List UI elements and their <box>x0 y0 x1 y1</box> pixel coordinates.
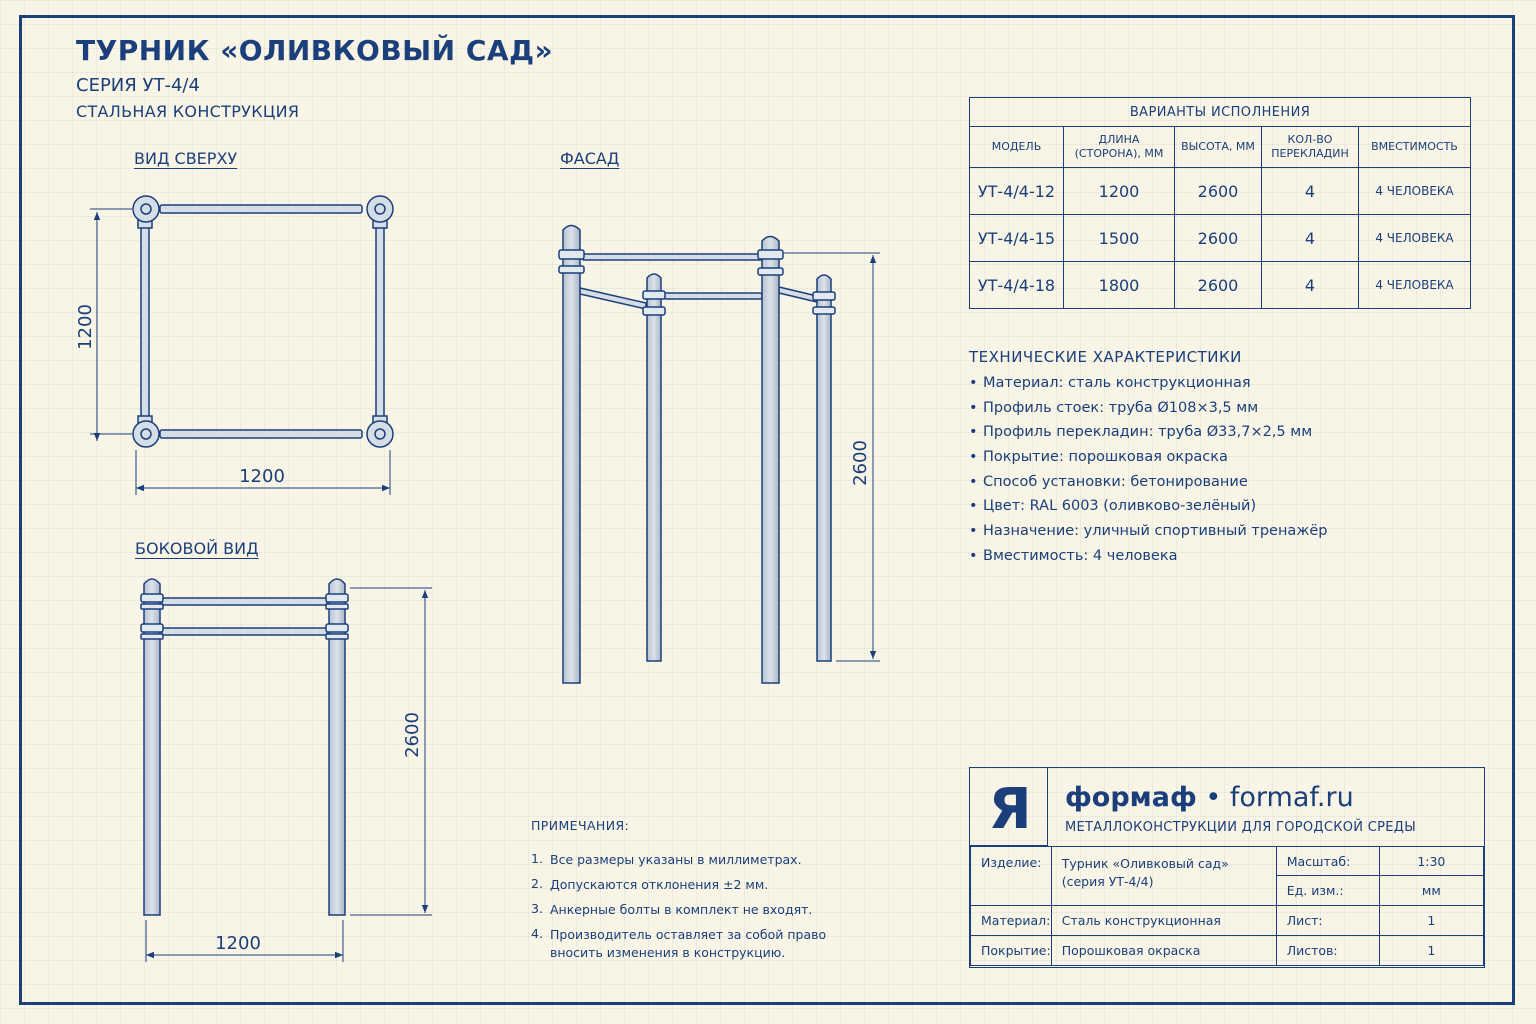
cell-capacity: 4 ЧЕЛОВЕКА <box>1359 215 1471 262</box>
note-item <box>531 876 850 894</box>
side-view-height-dim: 2600 <box>402 712 423 758</box>
facade-bars <box>580 254 817 309</box>
facade-view-label: ФАСАД <box>560 149 620 168</box>
top-view-width-dim: 1200 <box>239 466 285 487</box>
unit-value: мм <box>1379 876 1483 906</box>
col-header-length: ДЛИНА (СТОРОНА), ММ <box>1064 127 1175 168</box>
cell-model: УТ-4/4-18 <box>970 262 1064 309</box>
top-view-dimensions <box>90 209 390 495</box>
sheet-label: Лист: <box>1276 906 1379 936</box>
scale-label: Масштаб: <box>1276 847 1379 876</box>
brand-tagline: МЕТАЛЛОКОНСТРУКЦИИ ДЛЯ ГОРОДСКОЙ СРЕДЫ <box>1065 820 1417 835</box>
logo-letter: Я <box>988 777 1032 842</box>
drawing-title: ТУРНИК «ОЛИВКОВЫЙ САД» <box>76 34 554 67</box>
spec-item <box>969 548 1328 573</box>
side-view <box>141 579 432 962</box>
table-row <box>970 215 1471 262</box>
top-view-posts <box>133 196 393 447</box>
bullet-icon: • <box>969 449 978 466</box>
spec-text: Профиль перекладин: труба Ø33,7×2,5 мм <box>983 424 1313 441</box>
col-header-capacity: ВМЕСТИМОСТЬ <box>1359 127 1471 168</box>
top-view-label: ВИД СВЕРХУ <box>134 149 238 168</box>
cell-bars: 4 <box>1262 262 1359 309</box>
spec-text: Профиль стоек: труба Ø108×3,5 мм <box>983 399 1259 416</box>
bullet-icon: • <box>969 375 978 391</box>
title-block-table <box>970 846 1484 966</box>
cell-bars: 4 <box>1262 168 1359 215</box>
spec-text: Способ установки: бетонирование <box>983 473 1248 490</box>
side-view-dimensions <box>146 588 432 962</box>
spec-item <box>969 375 1328 400</box>
sheets-label: Листов: <box>1276 936 1379 966</box>
note-text: Производитель оставляет за собой право вносить изменения в конструкцию. <box>550 927 827 960</box>
variants-table <box>969 97 1471 309</box>
specs-heading: ТЕХНИЧЕСКИЕ ХАРАКТЕРИСТИКИ <box>969 348 1242 366</box>
note-text: Допускаются отклонения ±2 мм. <box>550 877 769 892</box>
col-header-height: ВЫСОТА, ММ <box>1175 127 1262 168</box>
note-number: 1. <box>531 851 543 866</box>
note-number: 4. <box>531 926 543 941</box>
cell-length: 1200 <box>1064 168 1175 215</box>
spec-item <box>969 498 1328 523</box>
cell-length: 1800 <box>1064 262 1175 309</box>
spec-text: Материал: сталь конструкционная <box>983 375 1251 391</box>
cell-model: УТ-4/4-12 <box>970 168 1064 215</box>
logo-box <box>970 768 1048 846</box>
sheet-value: 1 <box>1379 906 1483 936</box>
side-view-width-dim: 1200 <box>215 933 261 954</box>
unit-label: Ед. изм.: <box>1276 876 1379 906</box>
facade-view <box>559 226 880 684</box>
side-view-label: БОКОВОЙ ВИД <box>135 539 259 558</box>
side-view-bars <box>162 598 327 635</box>
product-label: Изделие: <box>971 847 1052 906</box>
top-view <box>90 196 393 495</box>
cell-length: 1500 <box>1064 215 1175 262</box>
cell-capacity: 4 ЧЕЛОВЕКА <box>1359 168 1471 215</box>
scale-value: 1:30 <box>1379 847 1483 876</box>
product-line1: Турник «Оливковый сад» <box>1061 856 1229 871</box>
table-row <box>970 168 1471 215</box>
spec-item <box>969 474 1328 499</box>
brand-dot: • <box>1205 782 1222 813</box>
notes-heading: ПРИМЕЧАНИЯ: <box>531 818 630 833</box>
cell-bars: 4 <box>1262 215 1359 262</box>
cell-model: УТ-4/4-15 <box>970 215 1064 262</box>
bullet-icon: • <box>969 399 978 416</box>
col-header-bars: КОЛ-ВО ПЕРЕКЛАДИН <box>1262 127 1359 168</box>
series-label: СЕРИЯ УТ-4/4 <box>76 75 200 96</box>
note-item <box>531 851 850 869</box>
spec-text: Вместимость: 4 человека <box>983 547 1178 564</box>
spec-item <box>969 523 1328 548</box>
brand-line <box>1065 782 1354 813</box>
spec-item <box>969 424 1328 449</box>
sheets-value: 1 <box>1379 936 1483 966</box>
variants-caption: ВАРИАНТЫ ИСПОЛНЕНИЯ <box>970 98 1471 127</box>
note-text: Все размеры указаны в миллиметрах. <box>550 852 802 867</box>
logo-icon <box>970 768 1046 844</box>
coating-label: Покрытие: <box>971 936 1052 966</box>
bullet-icon: • <box>969 498 978 515</box>
spec-text: Покрытие: порошковая окраска <box>983 449 1228 466</box>
spec-text: Цвет: RAL 6003 (оливково-зелёный) <box>983 498 1257 515</box>
brand-site: formaf.ru <box>1229 782 1354 813</box>
note-item <box>531 926 850 962</box>
bullet-icon: • <box>969 424 978 441</box>
material-label: Материал: <box>971 906 1052 936</box>
note-number: 2. <box>531 876 543 891</box>
top-view-bars <box>138 205 387 438</box>
facade-height-dim: 2600 <box>850 440 871 486</box>
specs-block <box>969 348 1328 573</box>
spec-text: Назначение: уличный спортивный тренажёр <box>983 523 1328 540</box>
note-item <box>531 901 850 919</box>
spec-item <box>969 400 1328 425</box>
product-value <box>1051 847 1276 906</box>
material-value: Сталь конструкционная <box>1051 906 1276 936</box>
spec-item <box>969 449 1328 474</box>
notes-block <box>531 818 850 969</box>
construction-label: СТАЛЬНАЯ КОНСТРУКЦИЯ <box>76 102 300 121</box>
cell-height: 2600 <box>1175 262 1262 309</box>
table-row <box>970 262 1471 309</box>
title-block <box>969 767 1485 968</box>
bullet-icon: • <box>969 547 978 564</box>
bullet-icon: • <box>969 473 978 490</box>
cell-height: 2600 <box>1175 168 1262 215</box>
note-number: 3. <box>531 901 543 916</box>
cell-height: 2600 <box>1175 215 1262 262</box>
note-text: Анкерные болты в комплект не входят. <box>550 902 813 917</box>
top-view-depth-dim: 1200 <box>75 304 96 350</box>
bullet-icon: • <box>969 523 978 540</box>
cell-capacity: 4 ЧЕЛОВЕКА <box>1359 262 1471 309</box>
product-line2: (серия УТ-4/4) <box>1061 874 1154 889</box>
brand-name: формаф <box>1065 782 1197 813</box>
coating-value: Порошковая окраска <box>1051 936 1276 966</box>
col-header-model: МОДЕЛЬ <box>970 127 1064 168</box>
